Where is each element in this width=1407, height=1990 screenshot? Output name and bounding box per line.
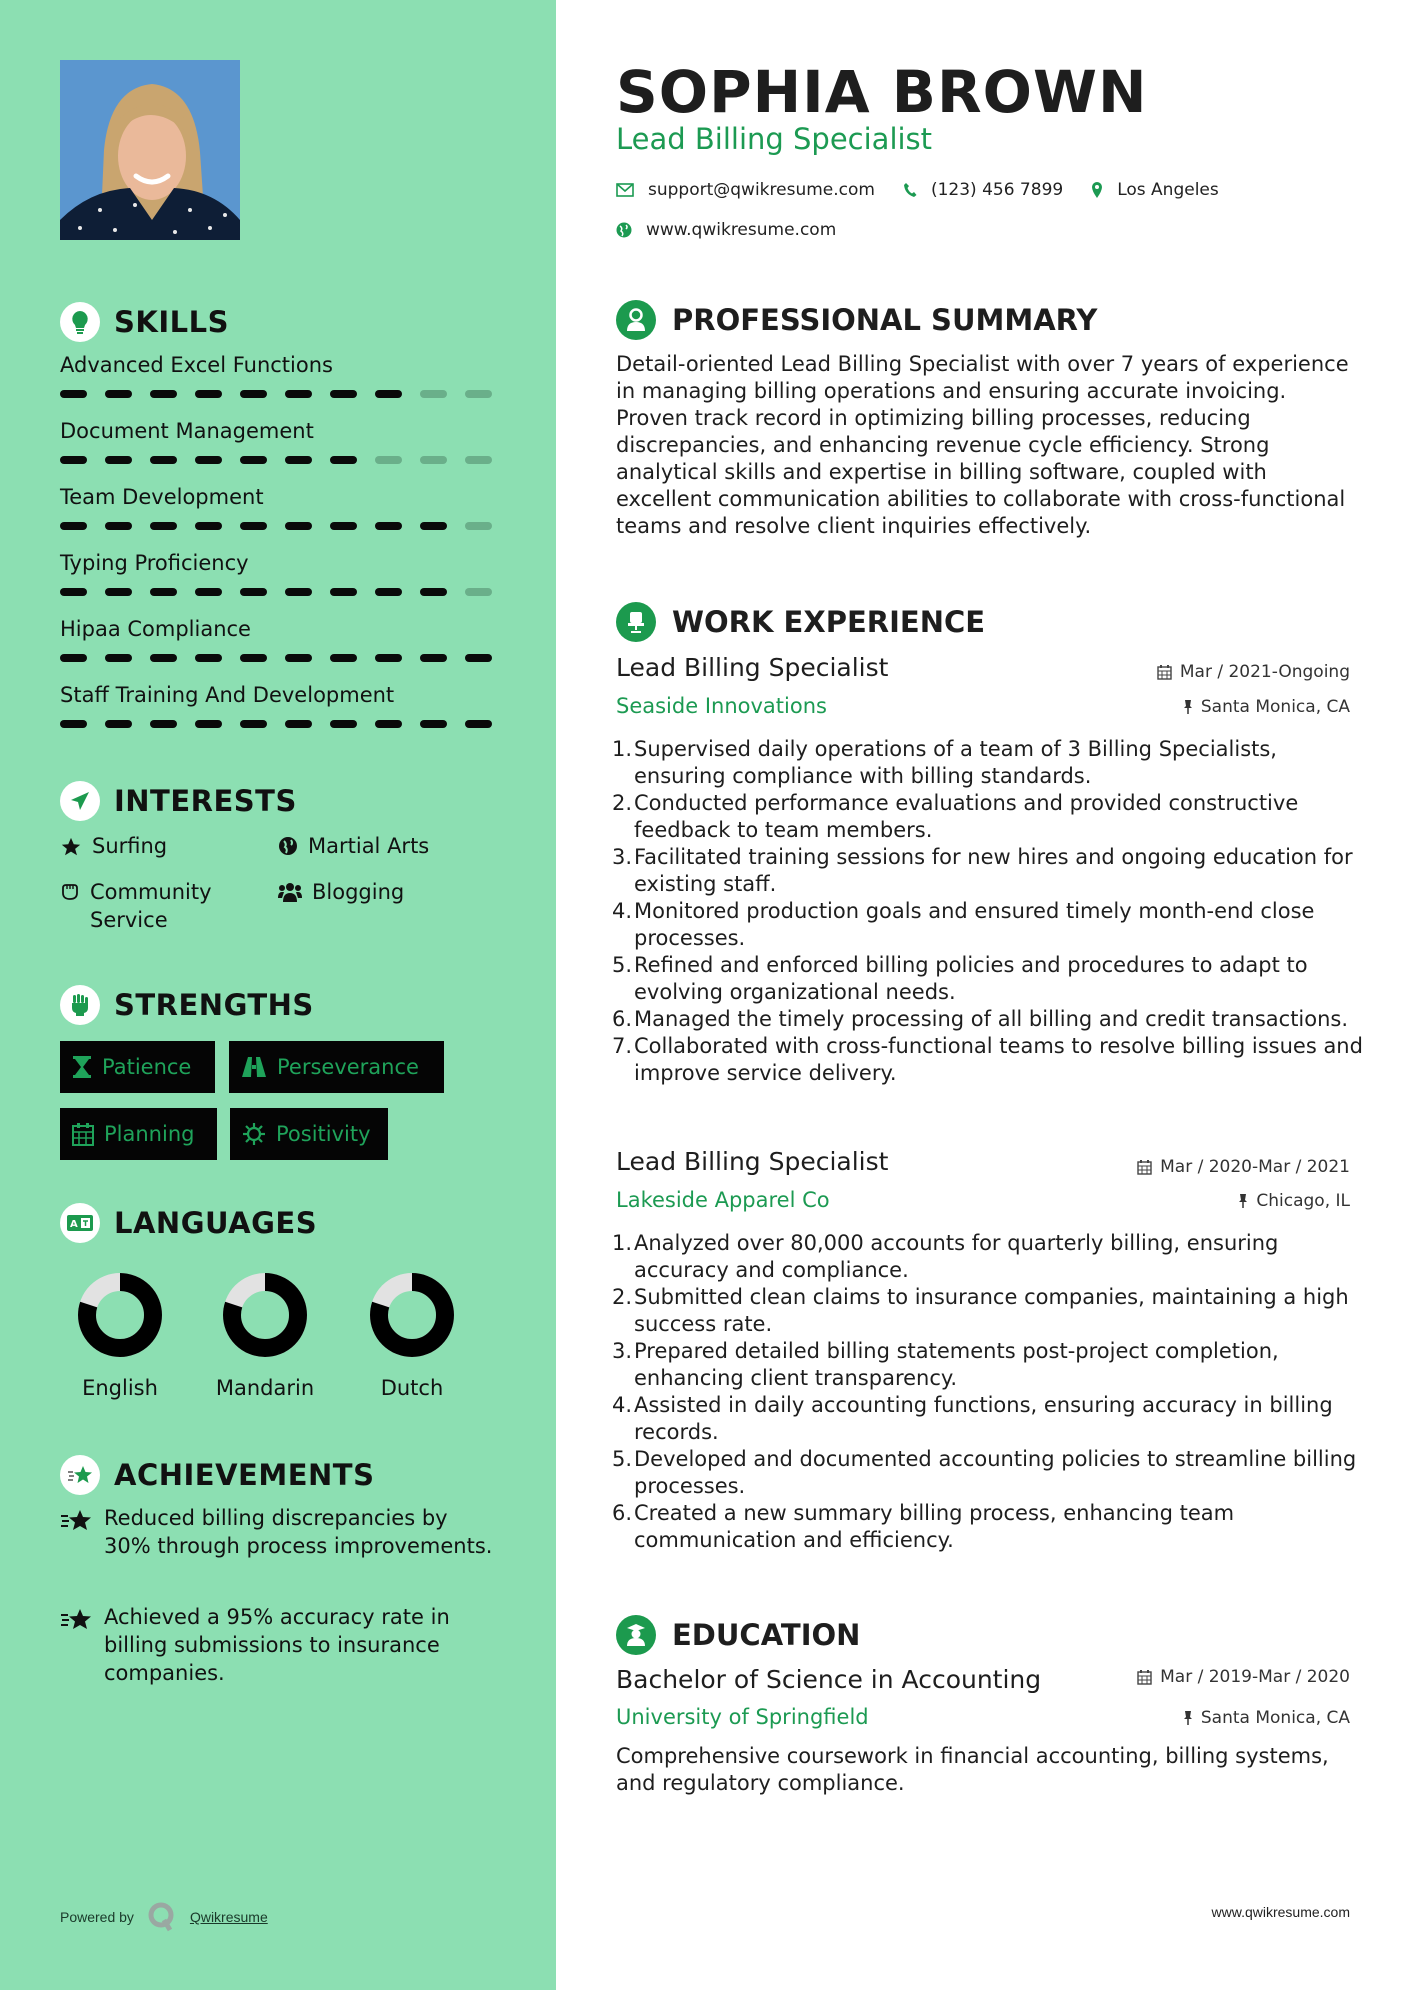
language-item: English <box>50 1272 190 1400</box>
job-bullets <box>612 1230 1372 1554</box>
strength-badge: Perseverance <box>229 1041 444 1093</box>
achievements-heading: ACHIEVEMENTS <box>60 1455 374 1495</box>
interest-item: Blogging <box>278 878 404 906</box>
main-content <box>556 0 1407 1990</box>
paper-plane-icon <box>60 781 100 821</box>
pushpin-icon <box>1238 1193 1248 1209</box>
contact-row <box>616 180 1235 200</box>
contact-email: support@qwikresume.com <box>616 180 875 200</box>
hourglass-icon <box>72 1055 92 1079</box>
job-title: Lead Billing Specialist <box>616 653 889 682</box>
skill-rating-bar <box>60 654 500 662</box>
school-name: University of Springfield <box>616 1705 869 1729</box>
languages-heading: A LANGUAGES <box>60 1203 317 1243</box>
candidate-title: Lead Billing Specialist <box>616 122 933 156</box>
bullet-item: 1. Analyzed over 80,000 accounts for quarterly billing, ensuring accuracy and compliance. <box>612 1231 1279 1282</box>
job-title: Lead Billing Specialist <box>616 1147 889 1176</box>
globe-icon <box>616 222 632 238</box>
contact-phone: (123) 456 7899 <box>903 180 1063 200</box>
skill-item: Staff Training And Development <box>60 680 500 728</box>
bullet-item: 1. Supervised daily operations of a team of 3 Billing Specialists, ensuring compliance with billing standards. <box>612 737 1277 788</box>
job-location: Chicago, IL <box>1238 1191 1350 1211</box>
graduate-icon <box>616 1615 656 1655</box>
users-icon <box>278 882 302 904</box>
contact-location: Los Angeles <box>1091 180 1219 200</box>
calendar-icon <box>1137 1669 1152 1685</box>
envelope-icon <box>616 183 634 197</box>
education-dates: Mar / 2019-Mar / 2020 <box>1137 1667 1350 1687</box>
candidate-name: SOPHIA BROWN <box>616 58 1148 126</box>
svg-text:A: A <box>70 1219 78 1230</box>
raised-fist-icon <box>60 985 100 1025</box>
shooting-star-icon <box>60 1607 92 1633</box>
bullet-item: 7. Collaborated with cross-functional teams to resolve billing issues and improve service delivery. <box>612 1034 1363 1085</box>
bullet-item: 3. Prepared detailed billing statements post-project completion, enhancing client transparency. <box>612 1339 1279 1390</box>
bullet-item: 2. Submitted clean claims to insurance companies, maintaining a high success rate. <box>612 1285 1349 1336</box>
shooting-star-icon <box>60 1508 92 1534</box>
hand-fist-icon <box>60 882 80 902</box>
job-bullets <box>612 736 1372 1087</box>
interest-item: Martial Arts <box>278 832 429 860</box>
pushpin-icon <box>1183 1710 1193 1726</box>
skill-rating-bar <box>60 588 500 596</box>
calendar-icon <box>1137 1159 1152 1175</box>
job-company: Seaside Innovations <box>616 694 827 718</box>
skill-rating-bar <box>60 390 500 398</box>
lightbulb-icon <box>60 302 100 342</box>
achievement-item: Achieved a 95% accuracy rate in billing submissions to insurance companies. <box>60 1603 500 1687</box>
experience-heading: WORK EXPERIENCE <box>616 602 985 642</box>
strength-badge: Planning <box>60 1108 217 1160</box>
job-company: Lakeside Apparel Co <box>616 1188 830 1212</box>
job-dates: Mar / 2020-Mar / 2021 <box>1137 1157 1350 1177</box>
contact-row <box>616 220 852 240</box>
interest-item: Surfing <box>60 832 167 860</box>
map-pin-icon <box>1091 181 1103 199</box>
footer-website: www.qwikresume.com <box>1211 1904 1350 1920</box>
skill-rating-bar <box>60 720 500 728</box>
language-item: Mandarin <box>195 1272 335 1400</box>
calendar-icon <box>1157 664 1172 680</box>
skill-item: Document Management <box>60 416 500 464</box>
user-icon <box>616 300 656 340</box>
degree-title: Bachelor of Science in Accounting <box>616 1665 1042 1694</box>
phone-icon <box>903 182 917 198</box>
star-icon <box>60 836 82 858</box>
pushpin-icon <box>1183 699 1193 715</box>
skill-item: Typing Proficiency <box>60 548 500 596</box>
qwikresume-logo-icon <box>148 1902 176 1932</box>
bullet-item: 5. Refined and enforced billing policies and procedures to adapt to evolving organizational needs. <box>612 953 1308 1004</box>
powered-by: Powered by Qwikresume <box>60 1902 268 1932</box>
strength-badge: Patience <box>60 1041 215 1093</box>
language-icon <box>60 1203 100 1243</box>
profile-photo <box>60 60 240 240</box>
bullet-item: 6. Created a new summary billing process, enhancing team communication and efficiency. <box>612 1501 1235 1552</box>
skill-item: Advanced Excel Functions <box>60 350 500 398</box>
job-location: Santa Monica, CA <box>1183 697 1350 717</box>
skill-item: Team Development <box>60 482 500 530</box>
language-item: Dutch <box>342 1272 482 1400</box>
bullet-item: 4. Assisted in daily accounting functions, ensuring accuracy in billing records. <box>612 1393 1333 1444</box>
language-proficiency-ring <box>77 1272 163 1358</box>
road-icon <box>241 1056 267 1078</box>
globe-icon <box>278 836 298 856</box>
bullet-item: 6. Managed the timely processing of all billing and credit transactions. <box>612 1007 1349 1031</box>
summary-text: Detail-oriented Lead Billing Specialist with over 7 years of experience in managing billing operations and ensuring accurate invoicing. Proven track record in optimizing billing processes, reducing discrepancies, and enhancing revenue cycle efficiency. Strong analytical skills and expertise in billing software, coupled with excellent communication abilities to collaborate with cross-functional teams and resolve client inquiries effectively. <box>616 352 1349 538</box>
achievement-item: Reduced billing discrepancies by 30% through process improvements. <box>60 1504 500 1560</box>
interest-item: Community Service <box>60 878 260 934</box>
avatar <box>60 60 240 240</box>
shooting-star-icon <box>60 1455 100 1495</box>
bullet-item: 4. Monitored production goals and ensured timely month-end close processes. <box>612 899 1315 950</box>
bullet-item: 2. Conducted performance evaluations and provided constructive feedback to team members. <box>612 791 1299 842</box>
summary-heading: PROFESSIONAL SUMMARY <box>616 300 1097 340</box>
skills-heading: SKILLS <box>60 302 229 342</box>
contact-website: www.qwikresume.com <box>616 220 836 240</box>
skill-rating-bar <box>60 522 500 530</box>
strength-badge: Positivity <box>230 1108 388 1160</box>
calendar-icon <box>72 1122 94 1146</box>
education-heading: EDUCATION <box>616 1615 860 1655</box>
skill-item: Hipaa Compliance <box>60 614 500 662</box>
sun-icon <box>242 1122 266 1146</box>
bullet-item: 5. Developed and documented accounting policies to streamline billing processes. <box>612 1447 1357 1498</box>
office-chair-icon <box>616 602 656 642</box>
education-location: Santa Monica, CA <box>1183 1708 1350 1728</box>
sidebar <box>0 0 556 1990</box>
language-proficiency-ring <box>369 1272 455 1358</box>
language-proficiency-ring <box>222 1272 308 1358</box>
job-dates: Mar / 2021-Ongoing <box>1157 662 1350 682</box>
bullet-item: 3. Facilitated training sessions for new hires and ongoing education for existing staff. <box>612 845 1353 896</box>
education-description: Comprehensive coursework in financial accounting, billing systems, and regulatory compliance. <box>616 1744 1329 1795</box>
qwikresume-link[interactable]: Qwikresume <box>189 1909 268 1925</box>
skill-rating-bar <box>60 456 500 464</box>
strengths-heading: STRENGTHS <box>60 985 314 1025</box>
interests-heading: INTERESTS <box>60 781 297 821</box>
